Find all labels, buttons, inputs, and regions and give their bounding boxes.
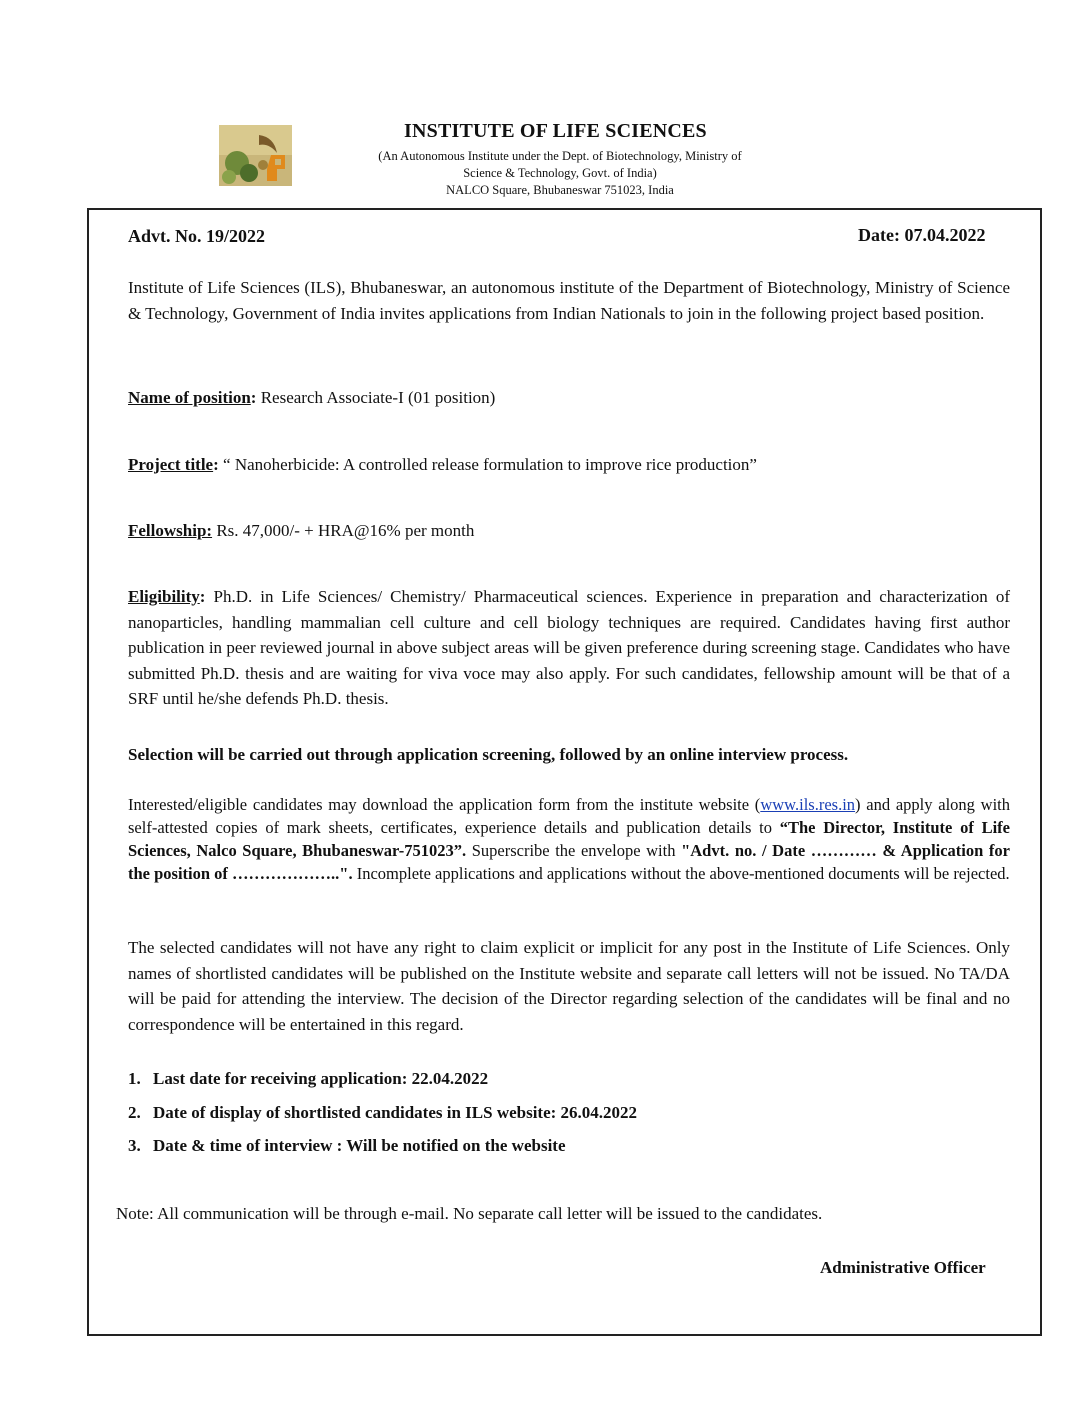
eligibility-paragraph: Eligibility: Ph.D. in Life Sciences/ Chemistry/ Pharmaceutical sciences. Experience in preparation and characterization of nanoparticles, handling mammalian cell culture and cell biology techniques are required. Candidates having first author publication in peer reviewed journal in above subject areas will be given preference during screening stage. Candidates who have submitted Ph.D. thesis and are waiting for viva voce may also apply. For such candidates, fellowship amount will be that of a SRF until he/she defends Ph.D. thesis. [128, 587, 1010, 708]
subtitle-line-2: Science & Technology, Govt. of India) [463, 166, 657, 180]
interview-date-text: Date & time of interview : Will be notified on the website [153, 1136, 566, 1155]
eligibility-value: Ph.D. in Life Sciences/ Chemistry/ Pharmaceutical sciences. Experience in preparation and characterization of nanoparticles, handling mammalian cell culture and cell biology techniques are required. Candidates having first author publication in peer reviewed journal in above subject areas will be given preference during screening stage. Candidates who have submitted Ph.D. thesis and are waiting for viva voce may also apply. For such candidates, fellowship amount will be that of a SRF until he/she defends Ph.D. thesis. [128, 587, 1010, 708]
page-title: INSTITUTE OF LIFE SCIENCES [404, 120, 707, 142]
position-line: Name of position: Research Associate-I (01 position) [128, 388, 496, 407]
superscribe-format: "Advt. no. / Date ………… & Application for the position of ………………..". [128, 841, 1010, 883]
subtitle-line-1: (An Autonomous Institute under the Dept. of Biotechnology, Ministry of [378, 149, 742, 163]
ils-logo-icon [219, 125, 292, 186]
intro-paragraph: Institute of Life Sciences (ILS), Bhubaneswar, an autonomous institute of the Department of Biotechnology, Ministry of Science & Technology, Government of India invites applications from Indian Nationals to join in the following project based position. [128, 278, 1010, 323]
fellowship-value: Rs. 47,000/- + HRA@16% per month [216, 521, 475, 540]
application-instructions [128, 793, 1010, 885]
list-item [128, 1136, 988, 1170]
fellowship-line [128, 518, 1010, 544]
note-text: Note: All communication will be through e-mail. No separate call letter will be issued to the candidates. [116, 1204, 823, 1223]
list-item [128, 1069, 988, 1103]
list-number: 1. [128, 1069, 141, 1088]
last-date-text: Last date for receiving application: 22.04.2022 [153, 1069, 489, 1088]
institute-title [360, 120, 1000, 143]
list-item [128, 1103, 988, 1137]
apply-text-4: Incomplete applications and applications without the above-mentioned documents will be rejected. [352, 864, 1010, 883]
address-line: NALCO Square, Bhubaneswar 751023, India [446, 183, 674, 197]
position-label: Name of position [128, 388, 251, 407]
apply-text-1: Interested/eligible candidates may download the application form from the institute website ( [128, 795, 761, 814]
advt-number: Advt. No. 19/2022 [128, 226, 266, 246]
selection-statement: Selection will be carried out through application screening, followed by an online interview process. [128, 745, 849, 764]
signatory: Administrative Officer [820, 1258, 986, 1277]
website-link[interactable]: www.ils.res.in [760, 795, 856, 814]
important-dates-list [128, 1069, 988, 1170]
institute-subtitle [340, 148, 780, 199]
apply-text-3: Superscribe the envelope with [466, 841, 682, 860]
advt-date: Date: 07.04.2022 [858, 225, 986, 245]
shortlist-date-text: Date of display of shortlisted candidates in ILS website: 26.04.2022 [153, 1102, 638, 1122]
apply-text-2: ) and apply along with self-attested copies of mark sheets, certificates, experience details and publication details to [128, 795, 1010, 837]
eligibility-label: Eligibility [128, 587, 200, 606]
project-value: “ Nanoherbicide: A controlled release formulation to improve rice production” [223, 455, 757, 474]
project-line: Project title: “ Nanoherbicide: A controlled release formulation to improve rice production” [128, 455, 757, 474]
project-label: Project title [128, 455, 214, 474]
fellowship-label: Fellowship: [128, 521, 213, 540]
terms-paragraph: The selected candidates will not have any right to claim explicit or implicit for any post in the Institute of Life Sciences. Only names of shortlisted candidates will be published on the Institute website and separate call letters will not be issued. No TA/DA will be paid for attending the interview. The decision of the Director regarding selection of the candidates will be final and no correspondence will be entertained in this regard. [128, 938, 1010, 1034]
list-number: 3. [128, 1136, 141, 1155]
position-value: Research Associate-I (01 position) [260, 388, 496, 407]
list-number: 2. [128, 1102, 141, 1122]
director-address: “The Director, Institute of Life Sciences, Nalco Square, Bhubaneswar-751023”. [128, 818, 1010, 860]
